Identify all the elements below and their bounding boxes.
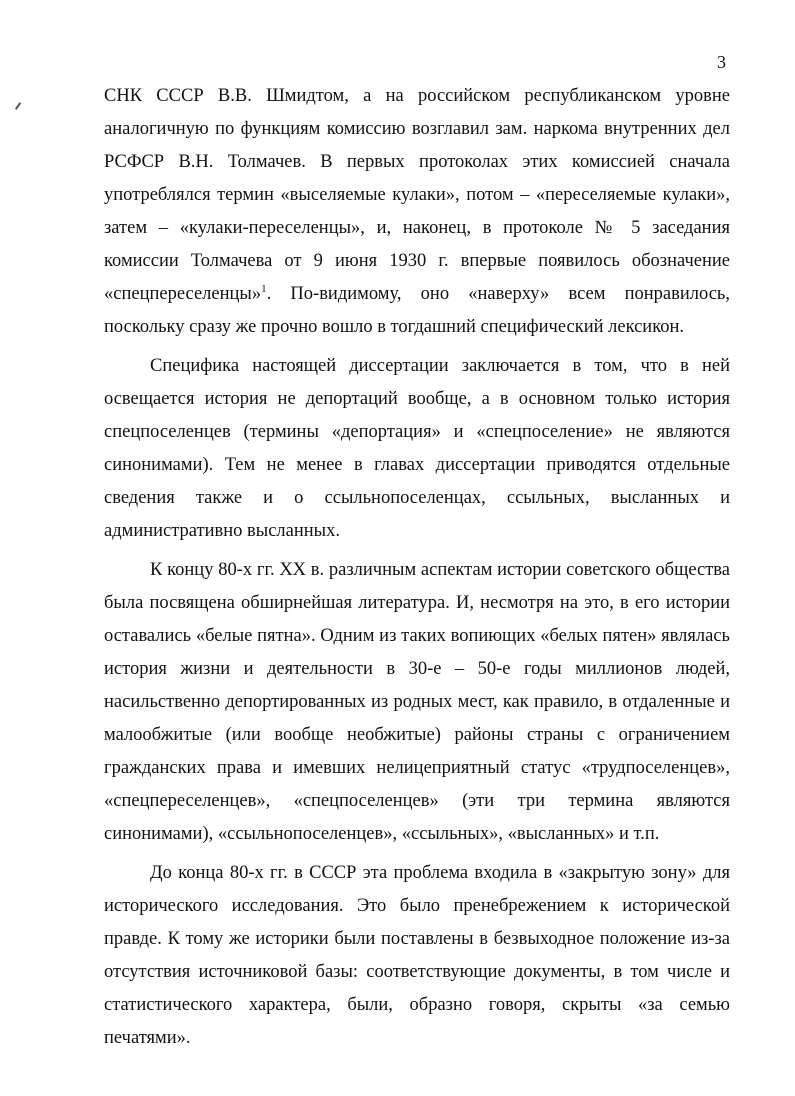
paragraph-4 — [104, 857, 730, 1055]
footnote-marker[interactable]: 1 — [261, 282, 267, 295]
paragraph-1-text-a: СНК СССР В.В. Шмидтом, а на российском республиканском уровне аналогичную по функциям комиссию возглавил зам. наркома внутренних дел РСФСР В.Н. Толмачев. В первых протоколах этих комиссией сначала употреблялся термин «выселяемые кулаки», потом – «переселяемые кулаки», затем – «кулаки-переселенцы», и, наконец, в протоколе № 5 заседания комиссии Толмачева от 9 июня 1930 г. впервые появилось обозначение «спецпереселенцы» — [104, 86, 730, 304]
paragraph-3-text: К концу 80-х гг. XX в. различным аспектам истории советского общества была посвящена обширнейшая литература. И, несмотря на это, в его истории оставались «белые пятна». Одним из таких вопиющих «белых пятен» являлась история жизни и деятельности в 30-е – 50-е годы миллионов людей, насильственно депортированных из родных мест, как правило, в отдаленные и малообжитые (или вообще необжитые) районы страны с ограничением гражданских права и имевших нелицеприятный статус «трудпоселенцев», «спецпереселенцев», «спецпоселенцев» (эти три термина являются синонимами), «ссыльнопоселенцев», «ссыльных», «высланных» и т.п. — [104, 560, 730, 844]
scan-mark — [15, 102, 21, 110]
paragraph-2 — [104, 350, 730, 548]
document-body — [104, 80, 730, 1055]
paragraph-3 — [104, 554, 730, 851]
paragraph-1 — [104, 80, 730, 344]
paragraph-2-text: Специфика настоящей диссертации заключается в том, что в ней освещается история не депортаций вообще, а в основном только история спецпоселенцев (термины «депортация» и «спецпоселение» не являются синонимами). Тем не менее в главах диссертации приводятся отдельные сведения также и о ссыльнопоселенцах, ссыльных, высланных и административно высланных. — [104, 356, 730, 541]
page-number: 3 — [717, 52, 726, 72]
paragraph-4-text: До конца 80-х гг. в СССР эта проблема входила в «закрытую зону» для исторического исследования. Это было пренебрежением к исторической правде. К тому же историки были поставлены в безвыходное положение из-за отсутствия источниковой базы: соответствующие документы, в том числе и статистического характера, были, образно говоря, скрыты «за семью печатями». — [104, 863, 730, 1048]
paragraph-1-text-b: . По-видимому, оно «наверху» всем понравилось, поскольку сразу же прочно вошло в тогдашний специфический лексикон. — [104, 284, 730, 337]
